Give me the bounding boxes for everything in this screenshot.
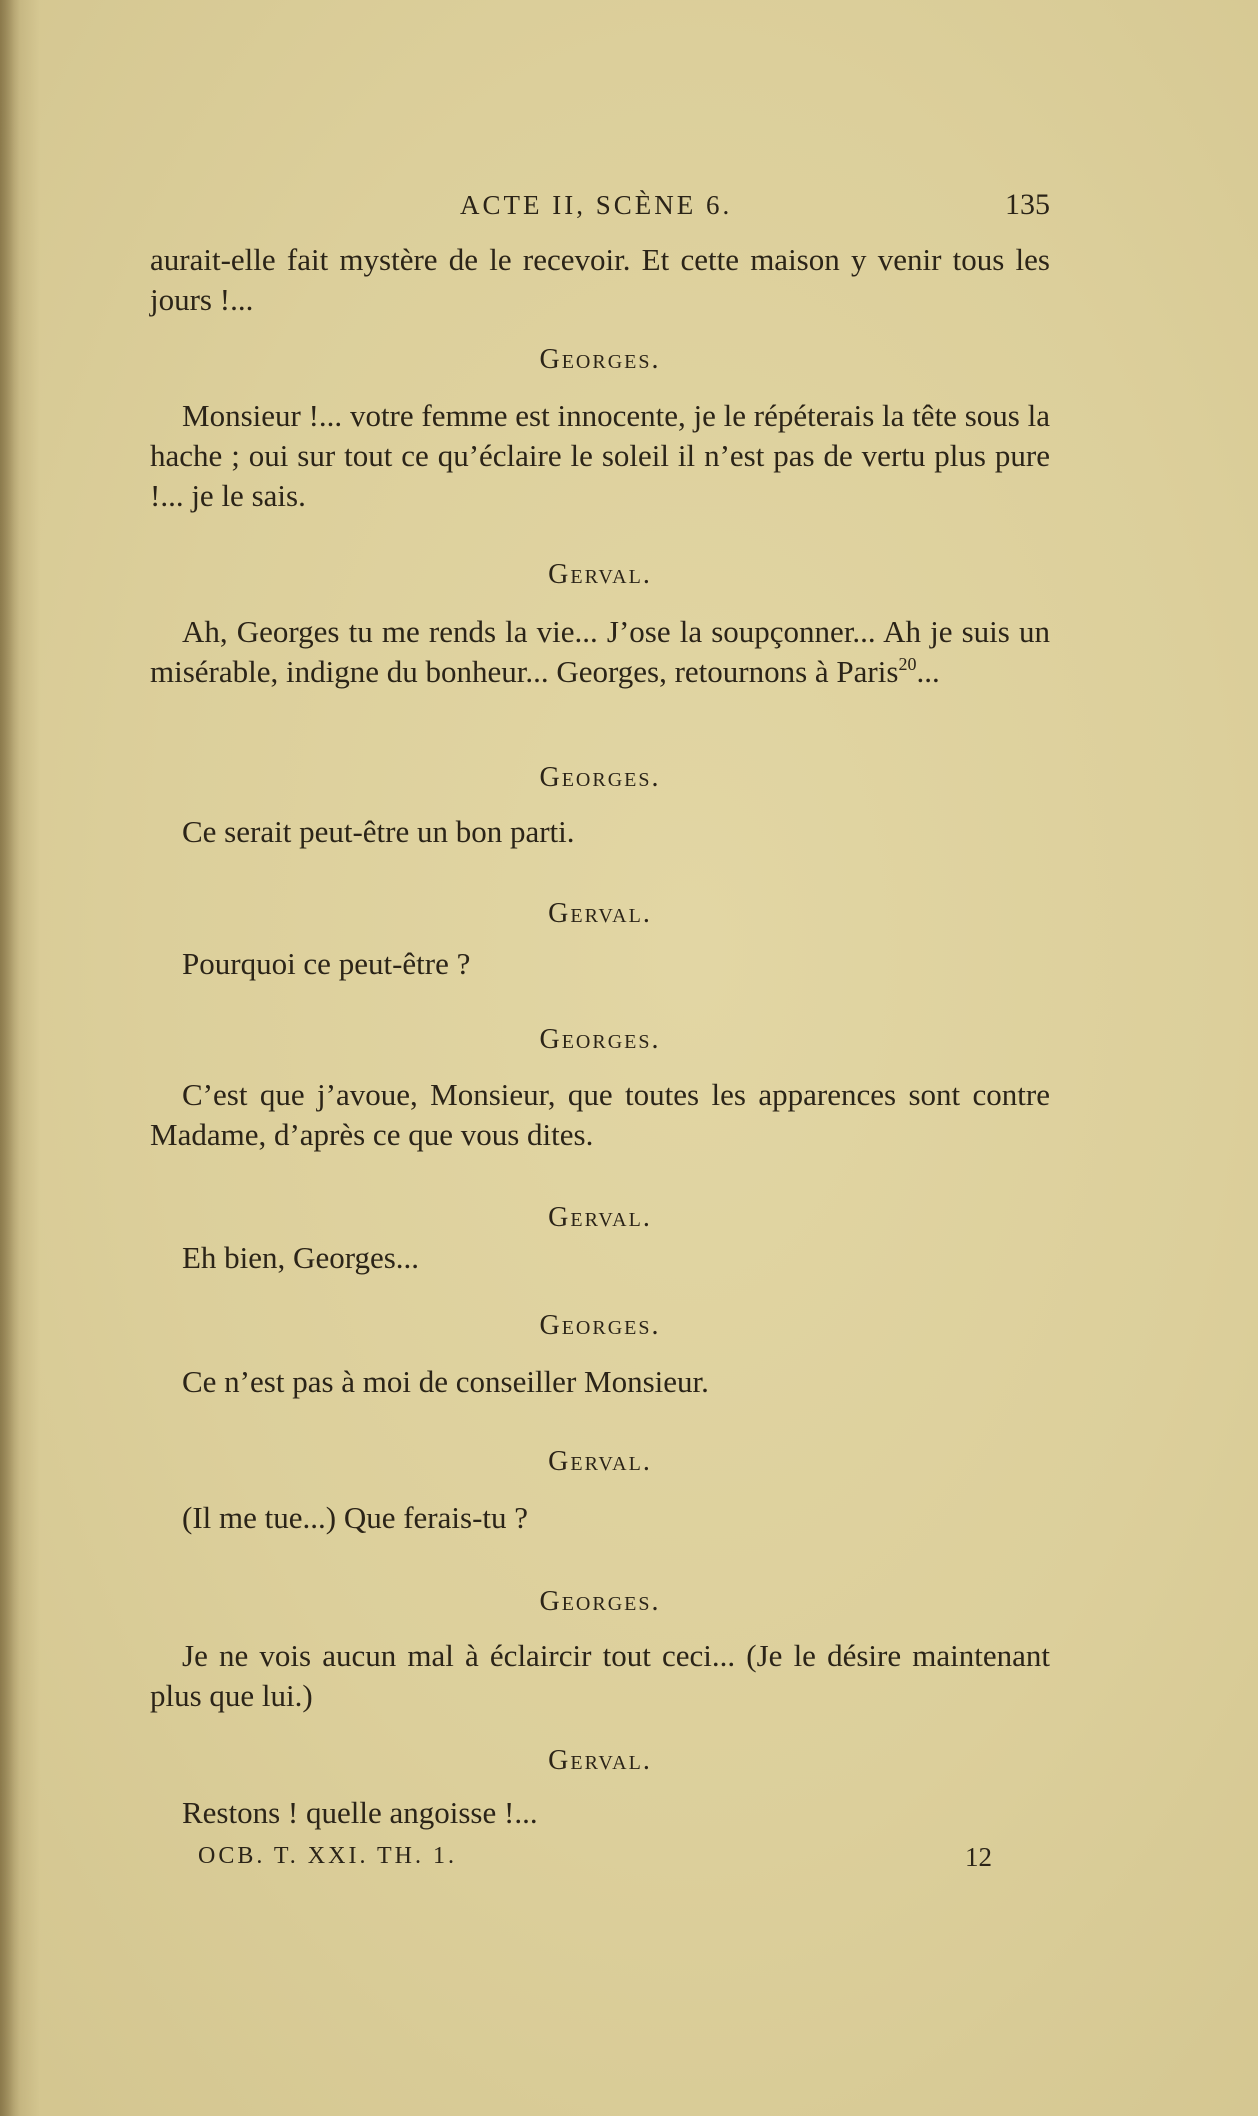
speaker-label: Georges. <box>539 1586 661 1617</box>
paragraph <box>150 1793 1050 1833</box>
speaker-name <box>150 1745 1050 1777</box>
signature-number: 12 <box>965 1842 992 1872</box>
speaker-name <box>150 559 1050 591</box>
paragraph-body: Ah, Georges tu me rends la vie... J’ose la soupçonner... Ah je suis un misérable, indigne du bonheur... Georges, retournons à Paris <box>150 614 1050 689</box>
paragraph <box>150 612 1050 692</box>
paragraph-text: Monsieur !... votre femme est innocente, je le répéterais la tête sous la hache ; oui sur tout ce qu’éclaire le soleil il n’est pas de vertu plus pure !... je le sais. <box>150 398 1050 513</box>
paragraph <box>150 812 1050 852</box>
speaker-name <box>150 1202 1050 1234</box>
speaker-name <box>150 762 1050 794</box>
paragraph-text: Ce n’est pas à moi de conseiller Monsieur. <box>182 1364 709 1399</box>
paragraph <box>150 240 1050 320</box>
speaker-label: Gerval. <box>548 898 652 929</box>
paragraph <box>150 396 1050 516</box>
speaker-label: Georges. <box>539 762 661 793</box>
speaker-label: Georges. <box>539 344 661 375</box>
paragraph-text: (Il me tue...) Que ferais-tu ? <box>182 1500 529 1535</box>
speaker-name <box>150 1446 1050 1478</box>
paragraph-text <box>150 612 1050 692</box>
paragraph-text: Eh bien, Georges... <box>182 1240 420 1275</box>
paragraph-text: Ce serait peut-être un bon parti. <box>182 814 575 849</box>
paragraph <box>150 1075 1050 1155</box>
paragraph-text: Je ne vois aucun mal à éclaircir tout ceci... (Je le désire maintenant plus que lui.) <box>150 1638 1050 1713</box>
paragraph <box>150 1498 1050 1538</box>
paragraph-text: C’est que j’avoue, Monsieur, que toutes les apparences sont contre Madame, d’après ce que vous dites. <box>150 1077 1050 1152</box>
speaker-name <box>150 344 1050 376</box>
paragraph <box>150 944 1050 984</box>
speaker-name <box>150 1024 1050 1056</box>
binding-shadow <box>0 0 20 2116</box>
paragraph-text: Restons ! quelle angoisse !... <box>182 1795 538 1830</box>
speaker-label: Gerval. <box>548 1446 652 1477</box>
signature-mark: OCB. T. XXI. TH. 1. <box>198 1843 458 1869</box>
speaker-label: Georges. <box>539 1310 661 1341</box>
speaker-label: Gerval. <box>548 1745 652 1776</box>
page-header <box>150 190 1050 226</box>
speaker-label: Gerval. <box>548 1202 652 1233</box>
speaker-label: Gerval. <box>548 559 652 590</box>
speaker-label: Georges. <box>539 1024 661 1055</box>
speaker-name <box>150 1310 1050 1342</box>
paragraph <box>150 1636 1050 1716</box>
paragraph-text: aurait-elle fait mystère de le recevoir. Et cette maison y venir tous les jours !... <box>150 242 1050 317</box>
running-head: ACTE II, SCÈNE 6. <box>460 190 733 220</box>
speaker-name <box>150 1586 1050 1618</box>
paragraph <box>150 1362 1050 1402</box>
paragraph-tail: ... <box>916 654 940 689</box>
paragraph <box>150 1238 1050 1278</box>
paragraph-text: Pourquoi ce peut-être ? <box>182 946 471 981</box>
speaker-name <box>150 898 1050 930</box>
footnote-marker: 20 <box>898 654 917 674</box>
page-number: 135 <box>1005 188 1050 221</box>
